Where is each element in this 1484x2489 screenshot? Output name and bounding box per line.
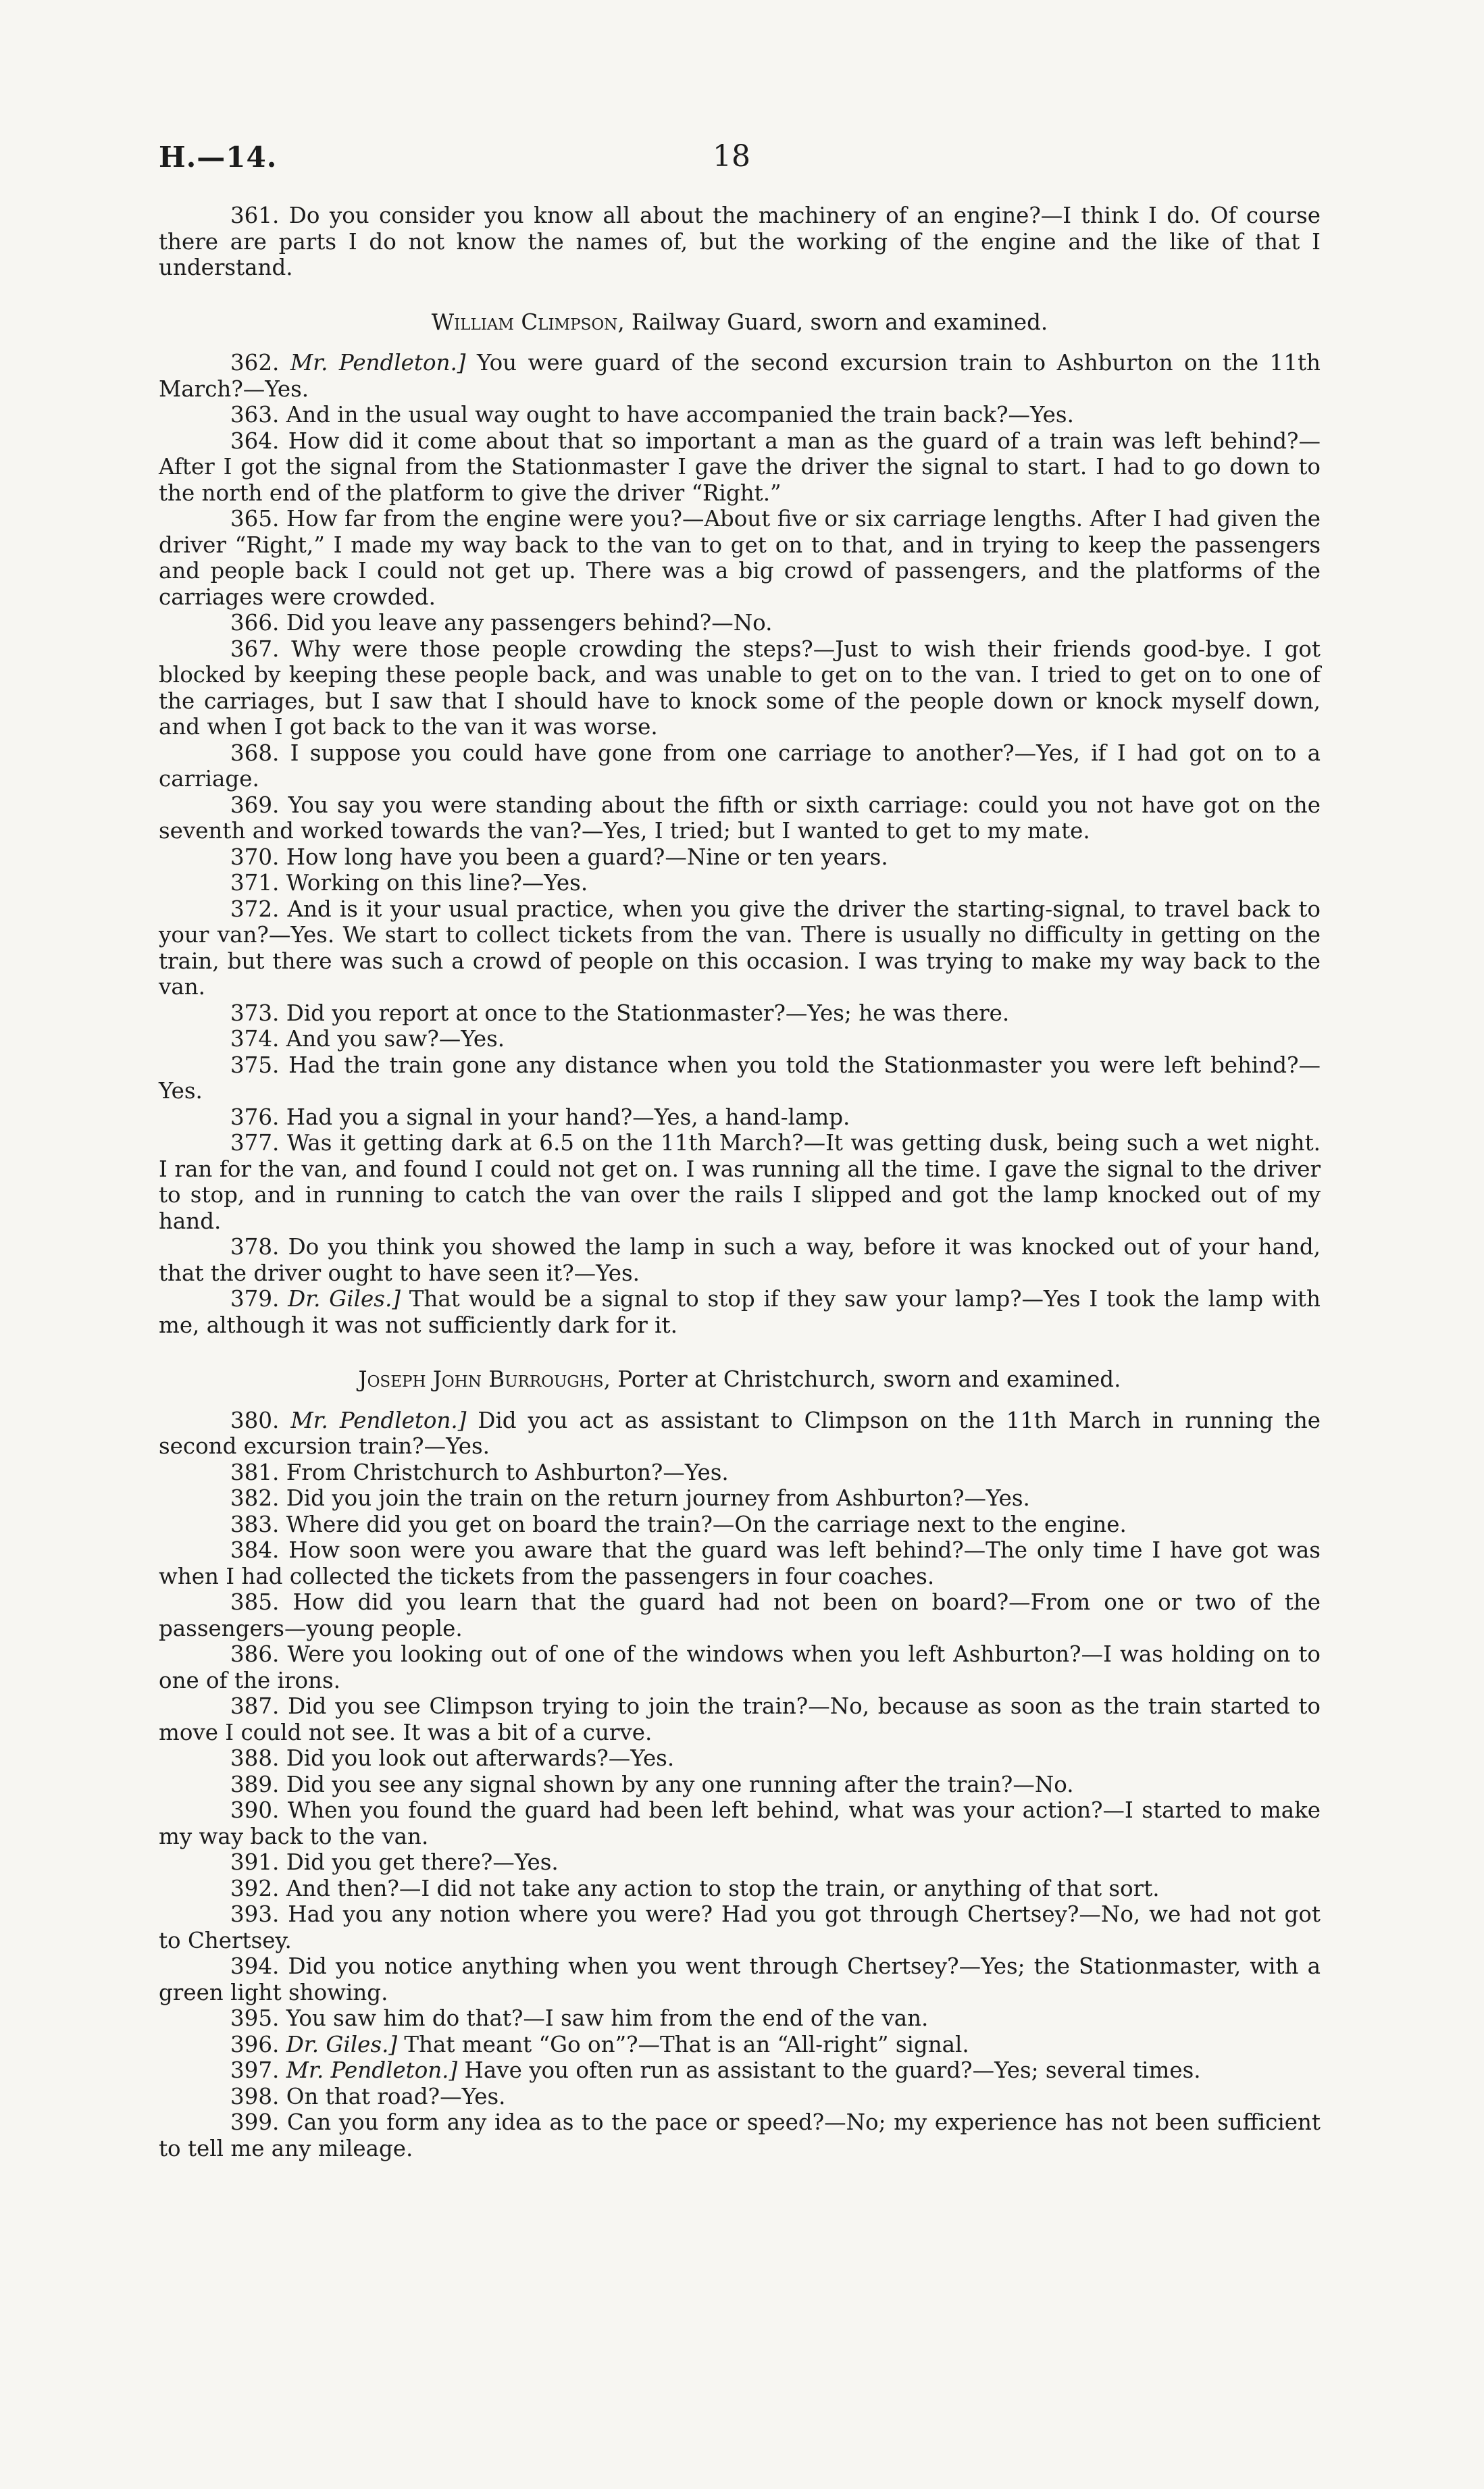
question-answer-paragraph	[159, 1286, 1321, 1338]
question-answer-paragraph	[159, 1485, 1321, 1512]
witness-role: , Porter at Christchurch, sworn and examined.	[603, 1366, 1121, 1392]
question-number: 384.	[230, 1537, 280, 1563]
question-answer-paragraph	[159, 896, 1321, 1000]
question-answer-paragraph	[159, 428, 1321, 507]
witness-heading	[159, 1366, 1321, 1393]
question-answer-paragraph	[159, 2032, 1321, 2058]
question-answer-paragraph	[159, 1460, 1321, 1486]
question-answer-text: Do you consider you know all about the machinery of an engine?—I think I do. Of course there are parts I do not know the names of, but the working of the engine and the like of that I understand.	[159, 203, 1321, 280]
question-number: 364.	[230, 428, 280, 454]
question-answer-text: Did you get there?—Yes.	[286, 1849, 559, 1875]
question-number: 382.	[230, 1485, 280, 1511]
question-number: 363.	[230, 402, 280, 428]
question-answer-paragraph	[159, 2109, 1321, 2161]
question-answer-text: Where did you get on board the train?—On the carriage next to the engine.	[286, 1511, 1127, 1537]
witness-name: Joseph John Burroughs	[358, 1366, 604, 1392]
question-answer-text: That would be a signal to stop if they saw your lamp?—Yes I took the lamp with me, although it was not sufficiently dark for it.	[159, 1286, 1321, 1338]
question-number: 387.	[230, 1693, 280, 1719]
question-answer-text: That meant “Go on”?—That is an “All-right” signal.	[404, 2031, 969, 2057]
document-reference: H.—14.	[159, 140, 278, 174]
question-answer-paragraph	[159, 792, 1321, 844]
question-answer-text: How did you learn that the guard had not been on board?—From one or two of the passengers—young people.	[159, 1589, 1321, 1641]
witness-role: , Railway Guard, sworn and examined.	[617, 309, 1048, 335]
question-answer-text: From Christchurch to Ashburton?—Yes.	[286, 1459, 729, 1485]
question-answer-paragraph	[159, 1849, 1321, 1876]
question-answer-paragraph	[159, 2057, 1321, 2084]
question-answer-text: And you saw?—Yes.	[286, 1026, 505, 1052]
question-answer-text: Were you looking out of one of the windows when you left Ashburton?—I was holding on to one of the irons.	[159, 1641, 1321, 1693]
question-number: 381.	[230, 1459, 280, 1485]
question-number: 386.	[230, 1641, 280, 1667]
question-number: 394.	[230, 1953, 280, 1979]
question-number: 374.	[230, 1026, 280, 1052]
question-answer-text: Did you act as assistant to Climpson on the 11th March in running the second excursion train?—Yes.	[159, 1407, 1321, 1459]
question-number: 395.	[230, 2005, 280, 2031]
examiner-name: Mr. Pendleton.]	[290, 1407, 467, 1433]
question-answer-text: Was it getting dark at 6.5 on the 11th March?—It was getting dusk, being such a wet night. I ran for the van, and found I could not get on. I was running all the time. I gave the signal to the driver to stop, and in running to catch the van over the rails I slipped and got the lamp knocked out of my hand.	[159, 1130, 1321, 1234]
question-answer-text: How soon were you aware that the guard was left behind?—The only time I have got was when I had collected the tickets from the passengers in four coaches.	[159, 1537, 1321, 1589]
question-answer-paragraph	[159, 1026, 1321, 1052]
page-number: 18	[713, 139, 750, 174]
page-header	[0, 0, 1484, 176]
question-answer-text: Why were those people crowding the steps?—Just to wish their friends good-bye. I got blocked by keeping these people back, and was unable to get on to the van. I tried to get on to one of the carriages, but I saw that I should have to knock some of the people down or knock myself down, and when I got back to the van it was worse.	[159, 636, 1321, 740]
question-answer-paragraph	[159, 740, 1321, 792]
question-number: 385.	[230, 1589, 280, 1615]
question-answer-paragraph	[159, 1512, 1321, 1538]
question-answer-paragraph	[159, 1408, 1321, 1460]
question-answer-text: Can you form any idea as to the pace or speed?—No; my experience has not been sufficient to tell me any mileage.	[159, 2109, 1321, 2161]
question-answer-paragraph	[159, 1537, 1321, 1589]
question-answer-paragraph	[159, 1772, 1321, 1798]
question-answer-text: Working on this line?—Yes.	[286, 870, 588, 896]
question-number: 367.	[230, 636, 280, 662]
question-number: 370.	[230, 844, 280, 870]
question-answer-text: How did it come about that so important a man as the guard of a train was left behind?—After I got the signal from the Stationmaster I gave the driver the signal to start. I had to go down to the north end of the platform to give the driver “Right.”	[159, 428, 1321, 506]
question-answer-text: You saw him do that?—I saw him from the end of the van.	[286, 2005, 929, 2031]
question-number: 378.	[230, 1234, 280, 1260]
question-answer-paragraph	[159, 610, 1321, 636]
question-number: 371.	[230, 870, 280, 896]
question-answer-text: And then?—I did not take any action to stop the train, or anything of that sort.	[286, 1875, 1160, 1901]
question-answer-text: Had the train gone any distance when you told the Stationmaster you were left behind?—Yes.	[159, 1052, 1321, 1104]
question-answer-text: And is it your usual practice, when you give the driver the starting-signal, to travel back to your van?—Yes. We start to collect tickets from the van. There is usually no difficulty in getting on the train, but there was such a crowd of people on this occasion. I was trying to make my way back to the van.	[159, 896, 1321, 1000]
question-answer-paragraph	[159, 844, 1321, 871]
witness-name: William Climpson	[431, 309, 618, 335]
examiner-name: Dr. Giles.]	[288, 1286, 401, 1312]
question-number: 365.	[230, 506, 280, 532]
question-answer-paragraph	[159, 1693, 1321, 1745]
question-answer-text: How long have you been a guard?—Nine or ten years.	[286, 844, 888, 870]
question-answer-paragraph	[159, 1901, 1321, 1953]
question-answer-text: Had you any notion where you were? Had you got through Chertsey?—No, we had not got to Chertsey.	[159, 1901, 1321, 1953]
question-number: 368.	[230, 740, 280, 766]
question-answer-text: Have you often run as assistant to the guard?—Yes; several times.	[464, 2057, 1201, 2083]
question-number: 377.	[230, 1130, 280, 1156]
question-answer-text: Did you leave any passengers behind?—No.	[286, 610, 773, 636]
page-body	[159, 203, 1321, 2161]
question-answer-paragraph	[159, 1797, 1321, 1849]
question-number: 391.	[230, 1849, 280, 1875]
question-answer-paragraph	[159, 1104, 1321, 1131]
question-answer-paragraph	[159, 1234, 1321, 1286]
question-number: 398.	[230, 2083, 280, 2109]
examiner-name: Dr. Giles.]	[286, 2031, 398, 2057]
question-number: 361.	[230, 203, 280, 228]
question-answer-text: On that road?—Yes.	[286, 2083, 506, 2109]
question-answer-paragraph	[159, 1876, 1321, 1902]
question-answer-paragraph	[159, 1000, 1321, 1027]
question-answer-paragraph	[159, 350, 1321, 402]
question-answer-text: When you found the guard had been left behind, what was your action?—I started to make my way back to the van.	[159, 1797, 1321, 1849]
question-answer-text: Did you notice anything when you went through Chertsey?—Yes; the Stationmaster, with a green light showing.	[159, 1953, 1321, 2005]
question-number: 380.	[230, 1407, 280, 1433]
examiner-name: Mr. Pendleton.]	[286, 2057, 458, 2083]
question-answer-paragraph	[159, 870, 1321, 896]
question-number: 369.	[230, 792, 280, 818]
question-answer-paragraph	[159, 1589, 1321, 1641]
question-number: 379.	[230, 1286, 280, 1312]
question-number: 389.	[230, 1771, 280, 1797]
question-answer-paragraph	[159, 1130, 1321, 1234]
question-answer-text: Did you report at once to the Stationmaster?—Yes; he was there.	[286, 1000, 1010, 1026]
question-answer-text: You were guard of the second excursion train to Ashburton on the 11th March?—Yes.	[159, 350, 1321, 402]
question-answer-text: You say you were standing about the fifth or sixth carriage: could you not have got on the seventh and worked towards the van?—Yes, I tried; but I wanted to get to my mate.	[159, 792, 1321, 844]
question-number: 373.	[230, 1000, 280, 1026]
question-answer-paragraph	[159, 1641, 1321, 1693]
question-answer-text: Had you a signal in your hand?—Yes, a hand-lamp.	[286, 1104, 850, 1130]
question-answer-text: I suppose you could have gone from one carriage to another?—Yes, if I had got on to a carriage.	[159, 740, 1321, 792]
question-number: 390.	[230, 1797, 280, 1823]
witness-heading	[159, 309, 1321, 336]
question-answer-text: Did you look out afterwards?—Yes.	[286, 1745, 675, 1771]
question-answer-paragraph	[159, 2084, 1321, 2110]
question-number: 375.	[230, 1052, 280, 1078]
question-answer-paragraph	[159, 1953, 1321, 2005]
question-number: 372.	[230, 896, 280, 922]
question-number: 362.	[230, 350, 280, 376]
question-number: 397.	[230, 2057, 280, 2083]
question-answer-text: Do you think you showed the lamp in such a way, before it was knocked out of your hand, that the driver ought to have seen it?—Yes.	[159, 1234, 1321, 1286]
question-answer-paragraph	[159, 2005, 1321, 2032]
question-answer-text: And in the usual way ought to have accompanied the train back?—Yes.	[286, 402, 1074, 428]
question-number: 393.	[230, 1901, 280, 1927]
question-number: 366.	[230, 610, 280, 636]
question-answer-text: How far from the engine were you?—About five or six carriage lengths. After I had given the driver “Right,” I made my way back to the van to get on to that, and in trying to keep the passengers and people back I could not get up. There was a big crowd of passengers, and the platforms of the carriages were crowded.	[159, 506, 1321, 610]
question-answer-text: Did you see Climpson trying to join the train?—No, because as soon as the train started to move I could not see. It was a bit of a curve.	[159, 1693, 1321, 1745]
question-answer-paragraph	[159, 1052, 1321, 1104]
question-number: 376.	[230, 1104, 280, 1130]
question-answer-paragraph	[159, 203, 1321, 281]
question-number: 383.	[230, 1511, 280, 1537]
question-answer-text: Did you join the train on the return journey from Ashburton?—Yes.	[286, 1485, 1030, 1511]
question-answer-text: Did you see any signal shown by any one running after the train?—No.	[286, 1771, 1074, 1797]
question-number: 388.	[230, 1745, 280, 1771]
question-number: 399.	[230, 2109, 280, 2135]
question-number: 396.	[230, 2031, 280, 2057]
question-answer-paragraph	[159, 1745, 1321, 1772]
question-answer-paragraph	[159, 402, 1321, 428]
question-number: 392.	[230, 1875, 280, 1901]
examiner-name: Mr. Pendleton.]	[290, 350, 466, 376]
question-answer-paragraph	[159, 506, 1321, 610]
question-answer-paragraph	[159, 636, 1321, 740]
